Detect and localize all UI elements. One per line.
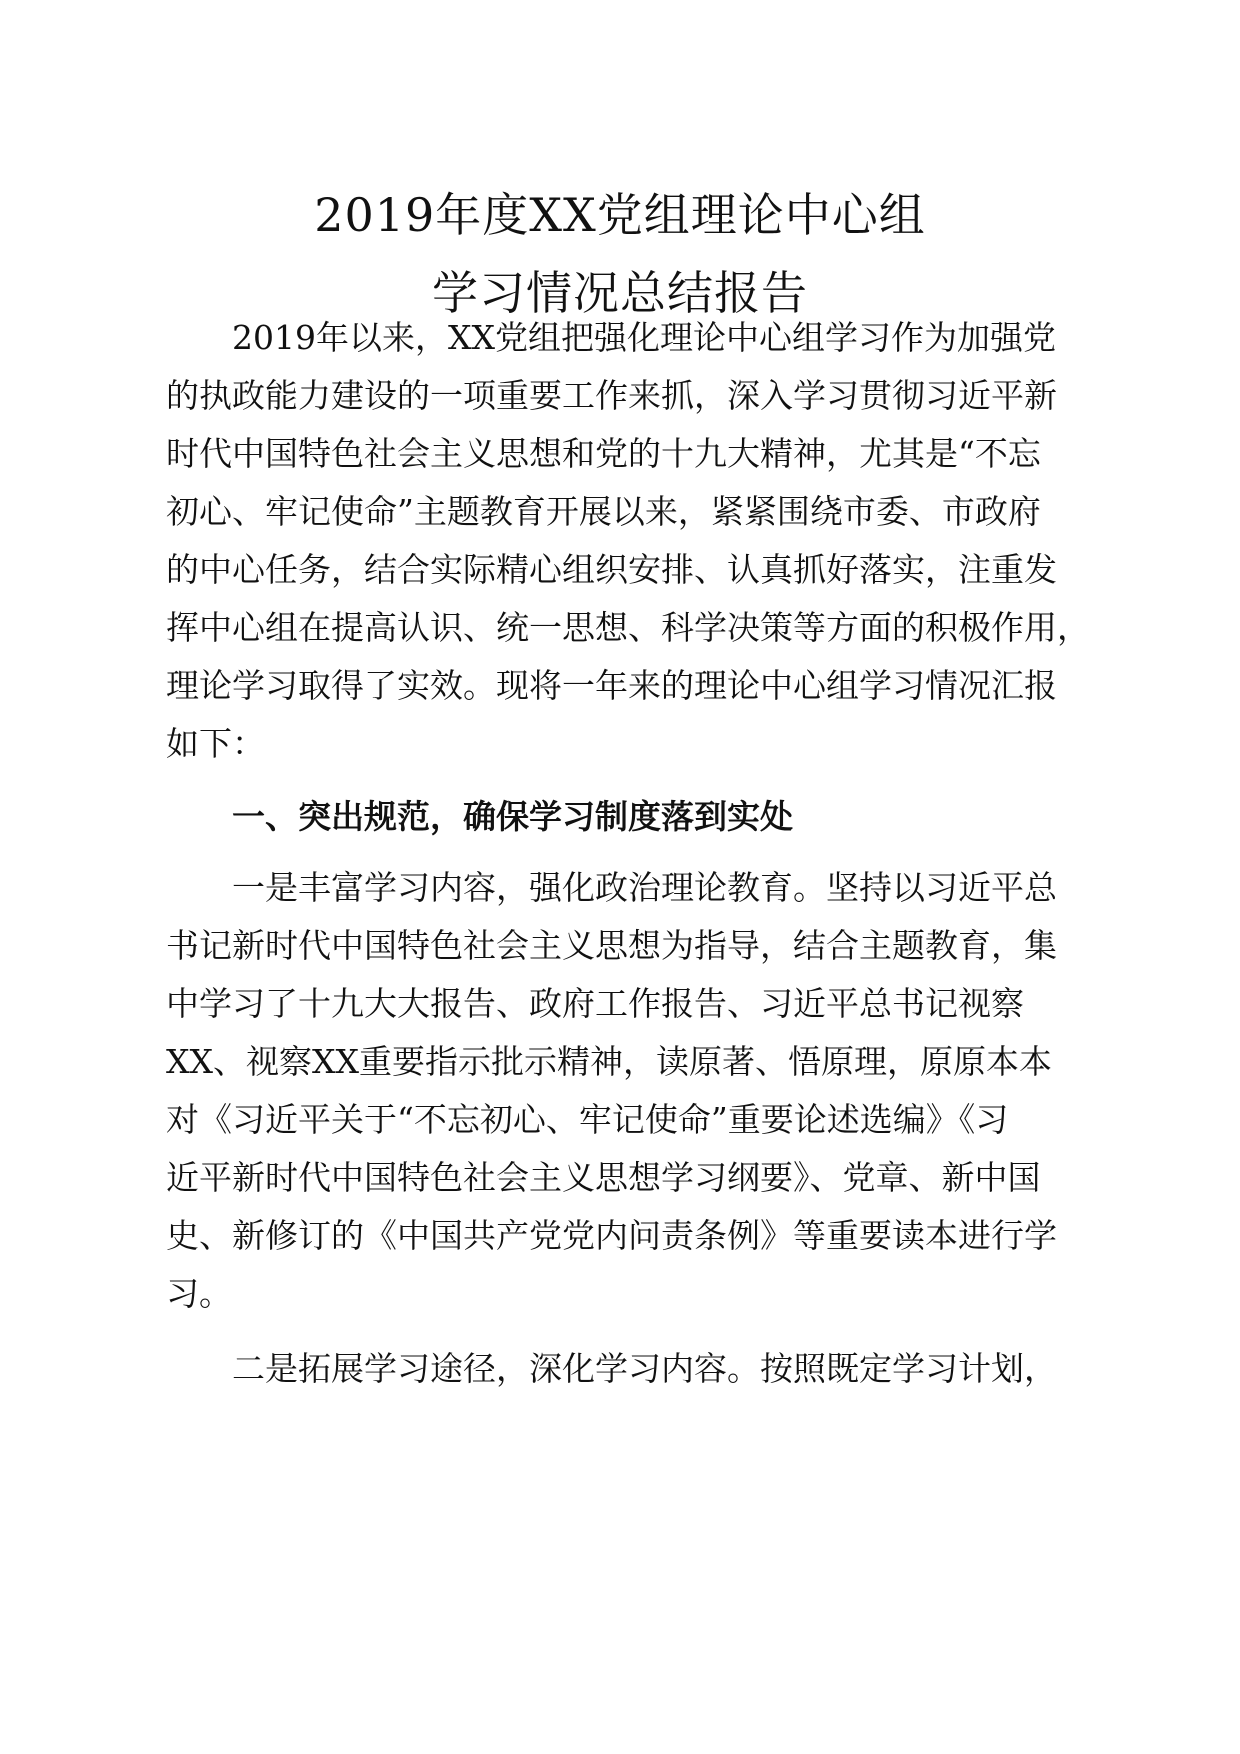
intro-line: 时代中国特色社会主义思想和党的十九大精神，尤其是“不忘 [166, 434, 1041, 473]
paragraph-line: 对《习近平关于“不忘初心、牢记使命”重要论述选编》《习 [166, 1100, 1009, 1139]
section-heading: 一、突出规范，确保学习制度落到实处 [232, 797, 793, 836]
paragraph-line: 一是丰富学习内容，强化政治理论教育。坚持以习近平总 [232, 868, 1057, 907]
intro-line: 的执政能力建设的一项重要工作来抓，深入学习贯彻习近平新 [166, 376, 1057, 415]
intro-line: 2019年以来，XX党组把强化理论中心组学习作为加强党 [232, 318, 1056, 357]
intro-line: 理论学习取得了实效。现将一年来的理论中心组学习情况汇报 [166, 666, 1057, 705]
intro-line: 如下： [166, 724, 265, 763]
paragraph-line: 史、新修订的《中国共产党党内问责条例》等重要读本进行学 [166, 1216, 1057, 1255]
intro-line: 挥中心组在提高认识、统一思想、科学决策等方面的积极作用， [166, 608, 1090, 647]
paragraph-line: 近平新时代中国特色社会主义思想学习纲要》、党章、新中国 [166, 1158, 1041, 1197]
paragraph-line: XX、视察XX重要指示批示精神，读原著、悟原理，原原本本 [166, 1042, 1052, 1081]
intro-line: 初心、牢记使命”主题教育开展以来，紧紧围绕市委、市政府 [166, 492, 1041, 531]
paragraph-line: 二是拓展学习途径，深化学习内容。按照既定学习计划， [232, 1349, 1057, 1388]
document-title-line-2: 学习情况总结报告 [432, 266, 808, 320]
document-title-line-1: 2019年度XX党组理论中心组 [314, 188, 926, 242]
paragraph-line: 书记新时代中国特色社会主义思想为指导，结合主题教育，集 [166, 926, 1057, 965]
paragraph-line: 中学习了十九大大报告、政府工作报告、习近平总书记视察 [166, 984, 1024, 1023]
paragraph-line: 习。 [166, 1274, 232, 1313]
intro-line: 的中心任务，结合实际精心组织安排、认真抓好落实，注重发 [166, 550, 1057, 589]
